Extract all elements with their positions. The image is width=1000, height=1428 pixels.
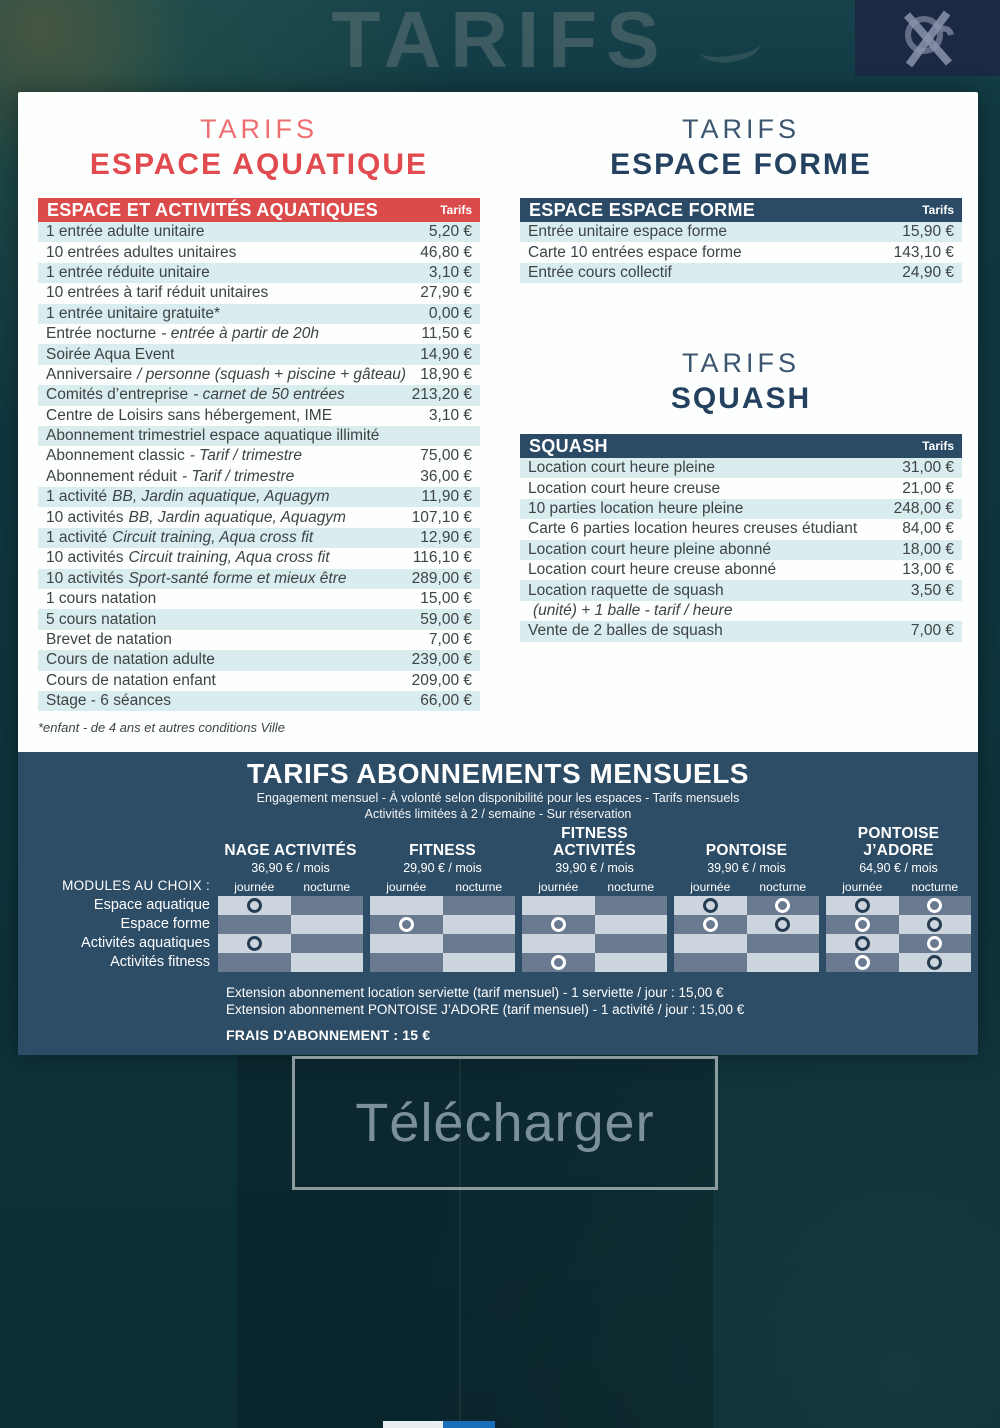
table-header-tarifs: Tarifs [440,203,472,217]
row-label: Centre de Loisirs sans hébergement, IME [46,406,333,424]
row-price: 59,00 € [420,610,472,628]
module-cell [370,953,443,972]
included-dot [775,917,790,932]
col-nocturne-label: nocturne [759,880,807,894]
included-dot [855,898,870,913]
table-row [520,560,962,580]
col-nocturne-label: nocturne [455,880,503,894]
subscriptions-subtitle-2: Activités limitées à 2 / semaine - Sur réservation [364,807,632,821]
plan-grid [218,896,363,972]
included-dot [855,955,870,970]
subscription-fees: FRAIS D'ABONNEMENT : 15 € [226,1027,431,1043]
row-label: Location court heure creuse [528,479,721,497]
row-price: 7,00 € [910,622,954,640]
aquatic-table-header [38,198,480,222]
row-price: 18,00 € [902,540,954,558]
module-cell [747,953,820,972]
module-cell [899,915,972,934]
table-header-label: ESPACE ESPACE FORME [529,199,756,220]
table-row [38,507,480,527]
row-label: Location court heure pleine [528,459,715,477]
row-note: - Tarif / trimestre [181,467,295,485]
row-price: 7,00 € [428,631,472,648]
row-price: 5,20 € [428,223,472,241]
module-cell [443,915,516,934]
row-label: Abonnement réduit - Tarif / trimestre [46,467,295,485]
table-header-label: ESPACE ET ACTIVITÉS AQUATIQUES [47,199,379,220]
extension-line-1: Extension abonnement location serviette (tarif mensuel) - 1 serviette / jour : 15,00 € [226,985,724,1000]
module-cell [674,953,747,972]
row-price: 209,00 € [411,671,472,689]
row-note: BB, Jardin aquatique, Aquagym [112,488,330,506]
aquatic-title-kicker: TARIFS [200,114,318,144]
module-cell [218,915,291,934]
tarifs-card [18,92,978,1055]
row-label: 10 activités BB, Jardin aquatique, Aquagym [46,508,346,526]
row-label: 10 activités Circuit training, Aqua cross fit [46,549,330,567]
module-cell [218,896,291,915]
plan-name: NAGE ACTIVITÉS [224,842,357,859]
row-label: Abonnement classic - Tarif / trimestre [46,447,302,465]
row-price: 15,90 € [902,223,954,241]
module-cell [218,934,291,953]
table-row [38,324,480,344]
table-row [38,691,480,711]
module-cell [674,934,747,953]
table-row [38,487,480,507]
plan-price: 39,90 € / mois [707,861,786,875]
table-row [38,528,480,548]
plan-price: 39,90 € / mois [555,861,634,875]
aquatic-title: ESPACE AQUATIQUE [89,148,429,181]
col-journee-label: journée [234,880,275,894]
squash-title-kicker: TARIFS [682,348,800,378]
table-row [38,222,480,242]
module-cell [747,915,820,934]
table-row [38,304,480,324]
row-price: 66,00 € [420,692,472,710]
row-label: 1 entrée adulte unitaire [46,223,205,241]
table-row [520,458,962,478]
row-label: Location raquette de squash [528,581,724,599]
included-dot [247,936,262,951]
module-cell [522,953,595,972]
row-label: Vente de 2 balles de squash [528,622,723,640]
row-label: Entrée nocturne - entrée à partir de 20h [46,325,319,343]
forme-table [520,198,962,283]
row-price: 11,50 € [421,325,472,343]
row-price: 31,00 € [902,459,954,477]
module-cell [674,896,747,915]
table-row [520,222,962,242]
extension-line-2: Extension abonnement PONTOISE J’ADORE (tarif mensuel) - 1 activité / jour : 15,00 € [226,1002,745,1017]
module-cell [522,896,595,915]
table-row [38,589,480,609]
table-header-label: SQUASH [529,435,608,456]
module-cell [899,934,972,953]
plan-header [826,825,971,894]
table-header-tarifs: Tarifs [922,203,954,217]
module-row-label: Activités aquatiques [81,935,210,951]
table-row [520,580,962,600]
module-cell [899,896,972,915]
module-cell [595,953,668,972]
row-price: 239,00 € [411,651,472,669]
table-row [38,569,480,589]
module-cell [291,915,364,934]
table-row [38,671,480,691]
row-label: Carte 10 entrées espace forme [528,243,742,261]
row-note: Circuit training, Aqua cross fit [128,549,330,567]
row-price: 213,20 € [411,386,472,404]
forme-title: ESPACE FORME [610,148,872,181]
module-cell [370,934,443,953]
row-label: 1 activité Circuit training, Aqua cross fit [46,529,314,547]
row-label: Brevet de natation [46,631,172,648]
plan-grid [826,896,971,972]
table-row [38,630,480,650]
plan-header [218,830,363,894]
table-header-tarifs: Tarifs [922,439,954,453]
table-row [520,263,962,283]
plan-name: PONTOISE J’ADORE [857,825,940,859]
table-row [38,446,480,466]
included-dot [927,917,942,932]
aquatic-footnote: *enfant - de 4 ans et autres conditions Ville [38,720,285,735]
row-label [520,602,954,620]
table-row [520,519,962,539]
module-cell [595,915,668,934]
table-row [38,344,480,364]
included-dot [855,917,870,932]
row-label: Entrée unitaire espace forme [528,223,728,241]
row-price: 12,90 € [420,529,472,547]
row-note: Circuit training, Aqua cross fit [112,529,314,547]
subscriptions-subtitle-1: Engagement mensuel - À volonté selon disponibilité pour les espaces - Tarifs mensuels [256,791,740,805]
row-label: Abonnement trimestriel espace aquatique illimité [46,427,380,445]
module-cell [291,934,364,953]
row-price: 3,50 € [910,581,954,599]
plan-grid [674,896,819,972]
forme-table-header [520,198,962,222]
aquatic-table [38,198,480,711]
module-cell [826,896,899,915]
table-row [520,540,962,560]
row-price: 18,90 € [420,365,472,383]
table-row [520,621,962,641]
included-dot [927,936,942,951]
modules-choice-label: MODULES AU CHOIX : [62,878,210,893]
row-price: 248,00 € [893,499,954,517]
row-note: - carnet de 50 entrées [193,386,345,404]
plan-grid [522,896,667,972]
table-row [38,650,480,670]
row-label: Entrée cours collectif [528,263,672,281]
row-price: 46,80 € [420,243,472,261]
module-cell [443,953,516,972]
subscriptions-panel [18,752,978,1055]
row-note: - entrée à partir de 20h [161,325,319,343]
module-cell [291,896,364,915]
close-icon [897,7,959,69]
col-nocturne-label: nocturne [911,880,959,894]
row-price: 289,00 € [411,569,472,587]
module-cell [595,934,668,953]
background-ghost-title: TARIFS [331,0,669,84]
table-row [38,283,480,303]
table-row [38,548,480,568]
row-note: Sport-santé forme et mieux être [128,569,347,587]
squash-title: SQUASH [670,382,812,415]
table-row [38,467,480,487]
module-cell [522,915,595,934]
row-price: 14,90 € [420,345,472,363]
row-label: 1 cours natation [46,590,157,608]
forme-section-title [520,114,962,182]
table-row [38,263,480,283]
module-row-label: Activités fitness [110,954,210,970]
row-price: 143,10 € [893,243,954,261]
plan-grid [370,896,515,972]
plan-header [522,825,667,894]
col-journee-label: journée [386,880,427,894]
row-label: 10 parties location heure pleine [528,499,744,517]
plan-price: 36,90 € / mois [251,861,330,875]
module-cell [291,953,364,972]
plan-name: FITNESS ACTIVITÉS [553,825,636,859]
row-price: 11,90 € [421,488,472,506]
included-dot [775,898,790,913]
module-cell [826,934,899,953]
row-price: 27,90 € [420,284,472,302]
module-cell [370,896,443,915]
row-note: (unité) + 1 balle - tarif / heure [533,601,733,619]
table-row [520,478,962,498]
aquatic-section-title [38,114,480,182]
row-price: 3,10 € [428,263,472,281]
row-label: 5 cours natation [46,610,157,628]
plan-name: FITNESS [409,842,476,859]
module-cell [443,896,516,915]
subscriptions-title: TARIFS ABONNEMENTS MENSUELS [247,758,749,789]
included-dot [703,898,718,913]
included-dot [551,917,566,932]
module-cell [370,915,443,934]
squash-table-header [520,434,962,458]
row-label: Anniversaire / personne (squash + piscine + gâteau) [46,365,406,383]
row-price: 13,00 € [902,561,954,579]
included-dot [247,898,262,913]
table-row [520,601,962,621]
background-artifact [383,1421,443,1428]
plan-header [370,830,515,894]
plan-name: PONTOISE [705,842,788,859]
col-journee-label: journée [690,880,731,894]
modules-grid-groups [218,896,971,972]
row-price: 107,10 € [411,508,472,526]
row-label: 1 activité BB, Jardin aquatique, Aquagym [46,488,330,506]
row-price: 116,10 € [412,549,472,567]
included-dot [551,955,566,970]
squash-section-title [520,348,962,416]
table-row [520,242,962,262]
module-cell [899,953,972,972]
row-note: / personne (squash + piscine + gâteau) [137,365,406,383]
row-label: Location court heure creuse abonné [528,561,777,579]
row-label: Soirée Aqua Event [46,345,175,363]
col-nocturne-label: nocturne [607,880,655,894]
table-row [38,609,480,629]
plan-header [674,830,819,894]
row-label: Stage - 6 séances [46,692,171,710]
table-row [38,426,480,446]
col-journee-label: journée [538,880,579,894]
row-price: 3,10 € [428,406,472,424]
included-dot [927,955,942,970]
row-price: 75,00 € [420,447,472,465]
table-row [38,242,480,262]
table-row [520,499,962,519]
row-label: Cours de natation adulte [46,651,215,669]
col-nocturne-label: nocturne [303,880,351,894]
row-label: Location court heure pleine abonné [528,540,772,558]
row-price: 36,00 € [420,467,472,485]
row-price: 84,00 € [902,520,954,538]
row-label: 10 activités Sport-santé forme et mieux être [46,569,347,587]
row-price: 21,00 € [902,479,954,497]
module-cell [674,915,747,934]
row-label: Cours de natation enfant [46,671,216,689]
included-dot [399,917,414,932]
squash-table [520,434,962,642]
row-price: 0,00 € [428,304,472,322]
module-row-label: Espace aquatique [93,897,210,913]
row-label: Carte 6 parties location heures creuses étudiant [528,520,858,538]
download-button[interactable] [292,1056,718,1190]
col-journee-label: journée [842,880,883,894]
row-note: BB, Jardin aquatique, Aquagym [128,508,346,526]
row-label: 10 entrées adultes unitaires [46,243,237,261]
module-cell [218,953,291,972]
included-dot [855,936,870,951]
table-row [38,406,480,426]
module-row-label: Espace forme [120,916,210,932]
background-artifact [443,1421,495,1428]
plan-price: 64,90 € / mois [859,861,938,875]
row-price: 24,90 € [902,263,954,281]
row-label: 1 entrée unitaire gratuite* [46,304,221,322]
row-label: 10 entrées à tarif réduit unitaires [46,284,269,302]
row-label: Comités d’entreprise - carnet de 50 entrées [46,386,345,404]
row-price: 15,00 € [420,590,472,608]
download-button-label: Télécharger [355,1093,655,1153]
module-cell [826,953,899,972]
row-note: - Tarif / trimestre [189,447,302,465]
table-row [38,365,480,385]
forme-title-kicker: TARIFS [682,114,800,144]
module-cell [747,896,820,915]
module-cell [826,915,899,934]
included-dot [927,898,942,913]
plan-price: 29,90 € / mois [403,861,482,875]
close-button[interactable] [855,0,1000,76]
module-cell [747,934,820,953]
module-cell [443,934,516,953]
row-label: 1 entrée réduite unitaire [46,263,210,281]
module-cell [522,934,595,953]
included-dot [703,917,718,932]
module-cell [595,896,668,915]
table-row [38,385,480,405]
